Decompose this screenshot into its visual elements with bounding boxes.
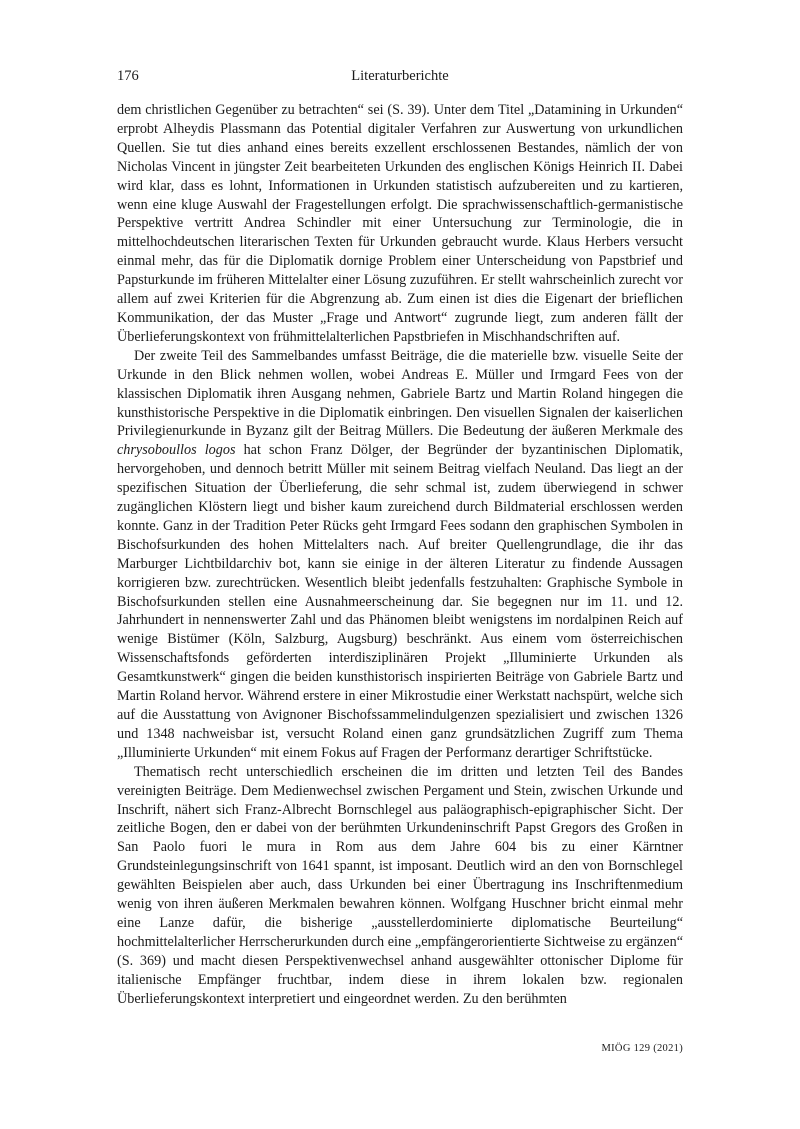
- journal-footer: [602, 1043, 684, 1054]
- running-title: Literaturberichte: [351, 68, 449, 84]
- paragraph-2-text-end: hat schon Franz Dölger, der Begründer der byzantinischen Diplomatik, hervorgehoben, und dennoch betritt Müller mit seinem Beitrag vielfach Neuland. Das liegt an der spezifischen Situation der Überlieferung, die sehr schmal ist, zudem überwiegend in schwer zugänglichen Klöstern liegt und bisher kaum zureichend durch Bildmaterial erschlossen werden konnte. Ganz in der Tradition Peter Rücks geht Irmgard Fees sodann den graphischen Symbolen in Bischofsurkunden des hohen Mittelalters nach. Auf breiter Quellengrundlage, die ihr das Marburger Lichtbildarchiv bot, kann sie einige in der älteren Literatur zu findende Aussagen korrigieren bzw. zurechtrücken. Wesentlich bleibt jedenfalls festzuhalten: Graphische Symbole in Bischofsurkunden stellen eine Ausnahmeerscheinung dar. Sie begegnen nur im 11. und 12. Jahrhundert in nennenswerter Zahl und das Phänomen bleibt wenigstens im nordalpinen Reich auf wenige Bistümer (Köln, Salzburg, Augsburg) beschränkt. Aus einem vom österreichischen Wissenschaftsfonds geförderten interdisziplinären Projekt „Illuminierte Urkunden als Gesamtkunstwerk“ gingen die beiden kunsthistorisch inspirierten Beiträge von Gabriele Bartz und Martin Roland hervor. Während erstere in einer Mikrostudie einer Werkstatt nachspürt, welche sich auf die Ausstattung von Avignoner Bischofssammelindulgenzen spezialisiert und zwischen 1326 und 1348 nachweisbar ist, versucht Roland einen ganz grundsätzlichen Zugriff zum Thema „Illuminierte Urkunden“ mit einem Fokus auf Fragen der Performanz derartiger Schriftstücke.: [117, 442, 683, 761]
- paragraph-1-text: dem christlichen Gegenüber zu betrachten“ sei (S. 39). Unter dem Titel „Datamining in Urkunden“ erprobt Alheydis Plassmann das Potential digitaler Verfahren zur Auswertung von urkundlichen Quellen. Sie tut dies anhand eines bereits exzellent erschlossenen Bestandes, nämlich der von Nicholas Vincent in jüngster Zeit bearbeiteten Urkunden des englischen Königs Heinrich II. Dabei wird klar, dass es lohnt, Informationen in Urkunden statistisch aufzubereiten und zu kartieren, wenn eine kluge Auswahl der Fragestellungen erfolgt. Die sprachwissenschaftlich-germanistische Perspektive vertritt Andrea Schindler mit einer Untersuchung zur Terminologie, die in mittelhochdeutschen literarischen Texten für Urkunden gebraucht wurde. Klaus Herbers versucht einmal mehr, das für die Diplomatik dornige Problem einer Unterscheidung von Papstbrief und Papsturkunde im früheren Mittelalter einer Lösung zuzuführen. Er stellt wahrscheinlich zurecht vor allem auf zwei Kriterien für die Abgrenzung ab. Zum einen ist dies die Eigenart der brieflichen Kommunikation, der das Muster „Frage und Antwort“ zugrunde liegt, zum anderen fällt der Überlieferungskontext von frühmittelalterlichen Papstbriefen in Mischhandschriften auf.: [117, 102, 683, 345]
- paragraph-1: [117, 101, 683, 347]
- paragraph-2: [117, 347, 683, 763]
- page-number: 176: [117, 68, 139, 84]
- journal-citation: MIÖG 129 (2021): [601, 1043, 683, 1054]
- page-header: [117, 68, 683, 90]
- paragraph-3-text: Thematisch recht unterschiedlich erscheinen die im dritten und letzten Teil des Bandes vereinigten Beiträge. Dem Medienwechsel zwischen Pergament und Stein, zwischen Urkunde und Inschrift, nähert sich Franz-Albrecht Bornschlegel aus paläographisch-epigraphischer Sicht. Der zeitliche Bogen, den er dabei von der berühmten Urkundeninschrift Papst Gregors des Großen in San Paolo fuori le mura in Rom aus dem Jahre 604 bis zu einer Kärntner Grundsteinlegungsinschrift von 1641 spannt, ist imposant. Deutlich wird an den von Bornschlegel gewählten Beispielen aber auch, dass Urkunden bei einer Übertragung ins Inschriftenmedium wenig von ihren äußeren Merkmalen bewahren können. Wolfgang Huschner bricht einmal mehr eine Lanze dafür, die bisherige „ausstellerdominierte diplomatische Beurteilung“ hochmittelalterlicher Herrscherurkunden durch eine „empfängerorientierte Sichtweise zu ergänzen“ (S. 369) und macht diesen Perspektivenwechsel anhand ausgewählter ottonischer Diplome für italienische Empfänger fruchtbar, indem diese in ihrem lokalen bzw. regionalen Überlieferungskontext interpretiert und eingeordnet werden. Zu den berühmten: [117, 763, 683, 1007]
- paragraph-2-emphasis: chrysoboullos logos: [117, 442, 236, 459]
- article-body: [117, 101, 683, 1009]
- paragraph-2-text-start: Der zweite Teil des Sammelbandes umfasst Beiträge, die die materielle bzw. visuelle Seite der Urkunde in den Blick nehmen wollen, wobei Andreas E. Müller und Irmgard Fees von der klassischen Diplomatik ihren Ausgang nehmen, Gabriele Bartz und Martin Roland hingegen die kunsthistorische Perspektive in die Diplomatik einbringen. Den visuellen Signalen der kaiserlichen Privilegienurkunde in Byzanz gilt der Beitrag Müllers. Die Bedeutung der äußeren Merkmale des: [117, 347, 683, 440]
- paragraph-3: [117, 763, 683, 1009]
